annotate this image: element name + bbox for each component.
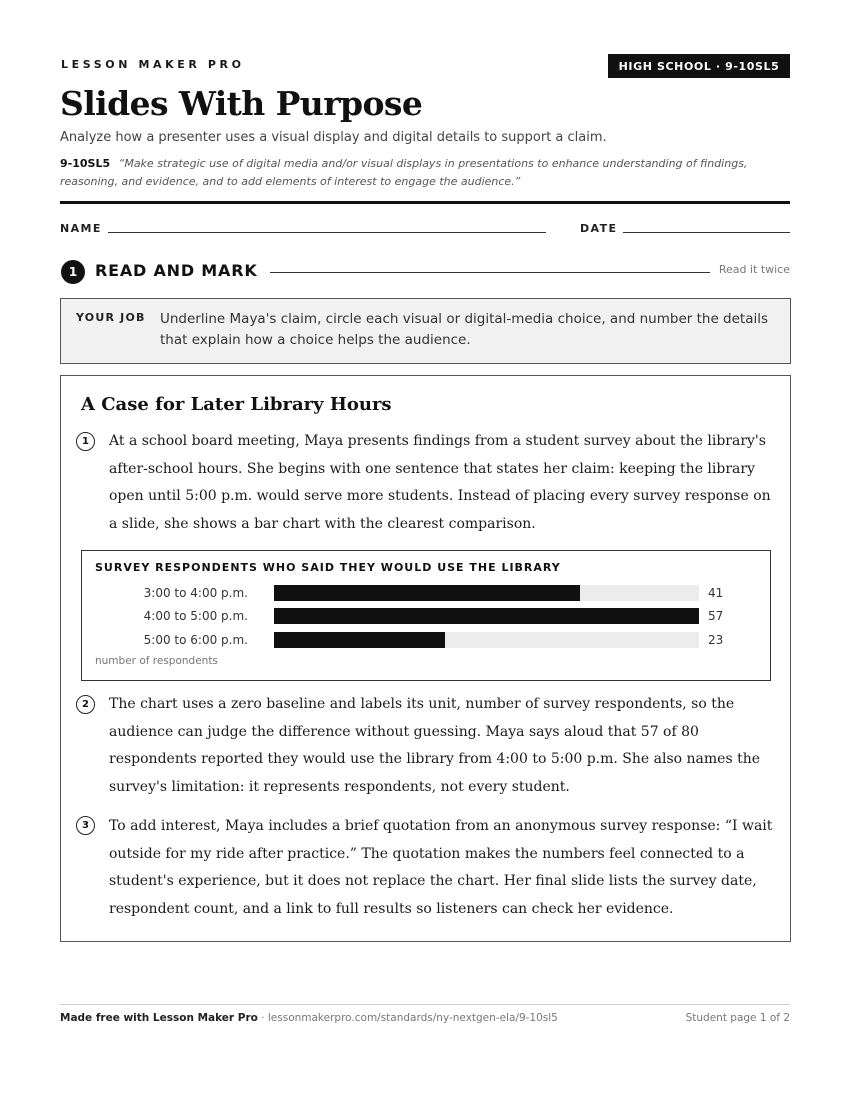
bar-category-label: 3:00 to 4:00 p.m.: [143, 586, 248, 600]
chart-title: SURVEY RESPONDENTS WHO SAID THEY WOULD USE THE LIBRARY: [95, 561, 561, 574]
bar-row: [82, 608, 772, 624]
bar: [274, 608, 699, 624]
worksheet-title: Slides With Purpose: [60, 84, 423, 123]
bar-category-label: 5:00 to 6:00 p.m.: [143, 633, 248, 647]
paragraph-2: The chart uses a zero baseline and labels its unit, number of survey respondents, so the audience can judge the difference without guessing. Maya says aloud that 57 of 80 respondents reported they would use the library from 4:00 to 5:00 p.m. She also names the survey's limitation: it represents respondents, not every student.: [109, 696, 761, 795]
header-divider: [60, 201, 790, 204]
job-label: YOUR JOB: [76, 311, 146, 324]
footer-credit: [60, 1012, 558, 1024]
bar-value-label: 23: [708, 633, 724, 647]
job-instructions: Underline Maya's claim, circle each visual or digital-media choice, and number the details that explain how a choice helps the audience.: [160, 311, 769, 348]
bar-chart: [81, 550, 771, 681]
footer-divider: [60, 1004, 790, 1005]
bar: [274, 632, 445, 648]
footer-brand: Made free with Lesson Maker Pro: [60, 1012, 258, 1024]
paragraph-number-1: 1: [76, 432, 95, 451]
standard-text: “Make strategic use of digital media and/or visual displays in presentations to enhance understanding of findings, reasoning, and evidence, and to add elements of interest to engage the audience.”: [60, 157, 748, 188]
bar-track: [274, 585, 699, 601]
section-title: READ AND MARK: [95, 261, 258, 280]
grade-badge: HIGH SCHOOL · 9-10SL5: [608, 54, 790, 78]
standard-statement: [60, 155, 795, 191]
date-field[interactable]: [623, 232, 790, 233]
name-label: NAME: [60, 222, 102, 235]
bar-category-label: 4:00 to 5:00 p.m.: [143, 609, 248, 623]
bar-row: [82, 585, 772, 601]
date-label: DATE: [580, 222, 618, 235]
bar: [274, 585, 580, 601]
paragraph-3: To add interest, Maya includes a brief quotation from an anonymous survey response: “I wait outside for my ride after practice.” The quotation makes the numbers feel connected to a student's experience, but it does not replace the chart. Her final slide lists the survey date, respondent count, and a link to full results so listeners can check her evidence.: [109, 818, 773, 917]
section-divider: [270, 272, 710, 273]
standard-code: 9-10SL5: [60, 157, 111, 170]
brand-name: LESSON MAKER PRO: [61, 58, 245, 71]
bar-row: [82, 632, 772, 648]
reading-passage: [60, 375, 791, 942]
footer-url[interactable]: · lessonmakerpro.com/standards/ny-nextgen-ela/9-10sl5: [257, 1012, 558, 1024]
name-field[interactable]: [108, 232, 546, 233]
paragraph-number-3: 3: [76, 816, 95, 835]
bar-value-label: 41: [708, 586, 724, 600]
passage-title: A Case for Later Library Hours: [81, 394, 392, 415]
chart-axis-label: number of respondents: [95, 655, 218, 667]
job-box: [60, 298, 791, 364]
bar-track: [274, 632, 699, 648]
paragraph-number-2: 2: [76, 695, 95, 714]
bar-value-label: 57: [708, 609, 724, 623]
section-hint: Read it twice: [718, 263, 790, 276]
paragraph-1: At a school board meeting, Maya presents findings from a student survey about the library's after-school hours. She begins with one sentence that states her claim: keeping the library open until 5:00 p.m. would serve more students. Instead of placing every survey response on a slide, she shows a bar chart with the clearest comparison.: [109, 433, 771, 532]
section-number: 1: [61, 260, 85, 284]
page-indicator: Student page 1 of 2: [685, 1012, 790, 1024]
bar-track: [274, 608, 699, 624]
worksheet-subtitle: Analyze how a presenter uses a visual display and digital details to support a claim.: [60, 130, 607, 145]
